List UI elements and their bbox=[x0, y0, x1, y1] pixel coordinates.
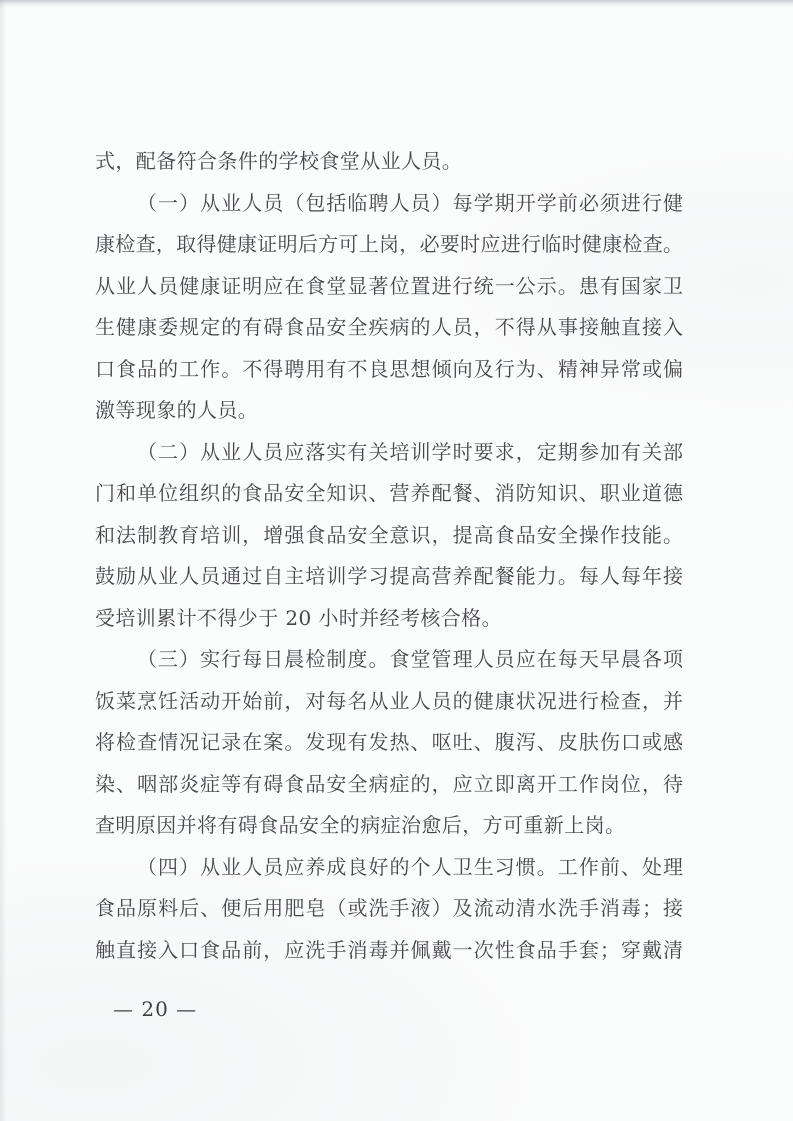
text-line: （四）从业人员应养成良好的个人卫生习惯。工作前、处理 bbox=[137, 854, 683, 879]
text-line: 染、咽部炎症等有碍食品安全病症的，应立即离开工作岗位，待 bbox=[95, 771, 683, 796]
text-line: 饭菜烹饪活动开始前，对每名从业人员的健康状况进行检查，并 bbox=[95, 688, 683, 713]
text-line: （一）从业人员（包括临聘人员）每学期开学前必须进行健 bbox=[137, 190, 683, 215]
text-line: 和法制教育培训，增强食品安全意识，提高食品安全操作技能。 bbox=[95, 522, 683, 547]
text-line: 门和单位组织的食品安全知识、营养配餐、消防知识、职业道德 bbox=[95, 481, 683, 505]
text-line: （二）从业人员应落实有关培训学时要求，定期参加有关部 bbox=[137, 439, 683, 464]
text-line: 将检查情况记录在案。发现有发热、呕吐、腹泻、皮肤伤口或感 bbox=[95, 730, 683, 754]
scan-edge-top bbox=[0, 0, 793, 8]
text-line: （三）实行每日晨检制度。食堂管理人员应在每天早晨各项 bbox=[137, 647, 683, 671]
text-line: 触直接入口食品前，应洗手消毒并佩戴一次性食品手套；穿戴清 bbox=[95, 937, 683, 962]
text-line: 查明原因并将有碍食品安全的病症治愈后，方可重新上岗。 bbox=[95, 813, 626, 837]
text-line: 食品原料后、便后用肥皂（或洗手液）及流动清水洗手消毒；接 bbox=[95, 896, 683, 920]
text-line: 鼓励从业人员通过自主培训学习提高营养配餐能力。每人每年接 bbox=[95, 564, 683, 588]
page-number: — 20 — bbox=[113, 997, 198, 1021]
text-line: 式，配备符合条件的学校食堂从业人员。 bbox=[95, 149, 463, 173]
text-line: 生健康委规定的有碍食品安全疾病的人员，不得从事接触直接入 bbox=[95, 315, 683, 339]
document-body bbox=[95, 141, 683, 971]
text-line: 激等现象的人员。 bbox=[95, 398, 259, 422]
text-line: 口食品的工作。不得聘用有不良思想倾向及行为、精神异常或偏 bbox=[95, 356, 683, 381]
text-line: 从业人员健康证明应在食堂显著位置进行统一公示。患有国家卫 bbox=[95, 273, 683, 298]
scan-edge-left bbox=[0, 0, 6, 1121]
text-line: 受培训累计不得少于 20 小时并经考核合格。 bbox=[95, 605, 502, 630]
text-line: 康检查，取得健康证明后方可上岗，必要时应进行临时健康检查。 bbox=[95, 232, 683, 256]
